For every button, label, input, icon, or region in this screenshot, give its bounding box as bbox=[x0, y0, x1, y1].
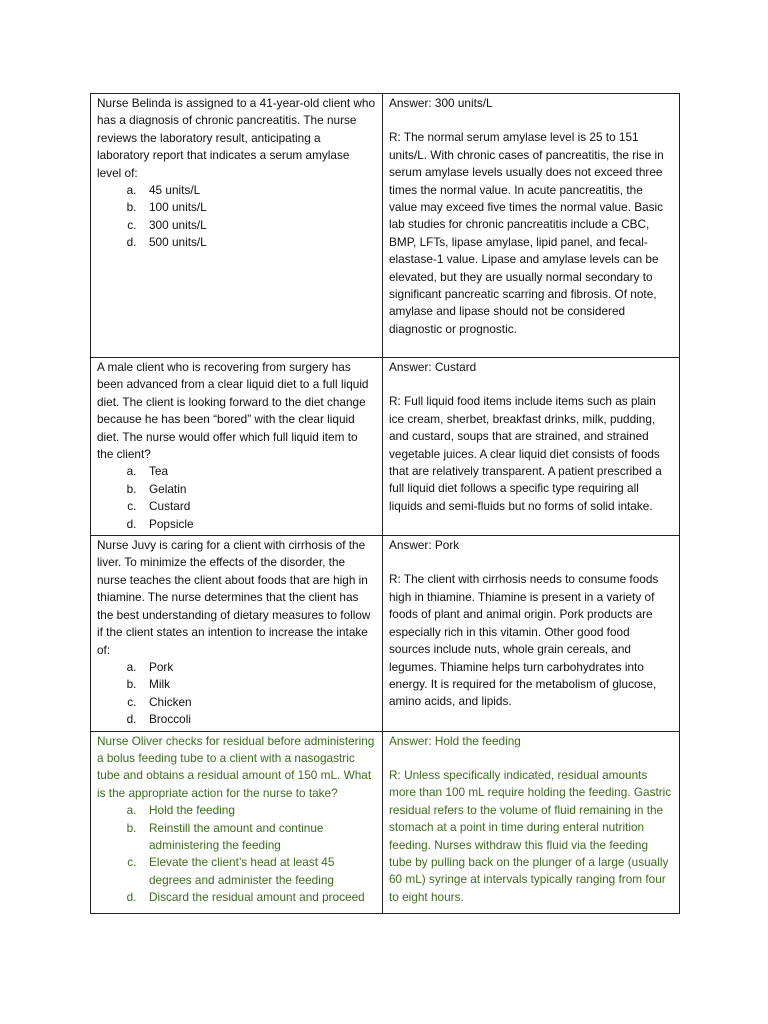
option-c: c. Custard bbox=[143, 498, 376, 515]
answer-cell bbox=[383, 358, 680, 536]
rationale-text: R: The client with cirrhosis needs to consume foods high in thiamine. Thiamine is present in a variety of foods of plant and animal origin. Pork products are especially rich in this vitamin. Other good food sources include nuts, whole grain cereals, and legumes. Thiamine helps turn carbohydrates into energy. It is required for the metabolism of glucose, amino acids, and lipids. bbox=[389, 572, 659, 709]
answer-text: Answer: Hold the feeding bbox=[389, 733, 521, 748]
option-d: d. 500 units/L bbox=[143, 234, 376, 251]
option-c: c. Elevate the client’s head at least 45 degrees and administer the feeding bbox=[143, 854, 376, 889]
options-list bbox=[97, 659, 376, 729]
rationale-text: R: Full liquid food items include items such as plain ice cream, sherbet, breakfast drinks, milk, pudding, and custard, soups that are strained, and strained vegetable juices. A clear liquid diet consists of foods that are relatively transparent. A patient prescribed a full liquid diet follows a specific type requiring all liquids and semi-fluids but no forms of solid intake. bbox=[389, 394, 662, 513]
option-a: a. Hold the feeding bbox=[143, 802, 376, 819]
question-text: A male client who is recovering from surgery has been advanced from a clear liquid diet to a full liquid diet. The client is looking forward to the diet change because he has been “bored” with the clear liquid diet. The nurse would offer which full liquid item to the client? bbox=[97, 360, 369, 462]
option-a: a. 45 units/L bbox=[143, 182, 376, 199]
rationale-text: R: The normal serum amylase level is 25 to 151 units/L. With chronic cases of pancreatitis, the rise in serum amylase levels usually does not exceed three times the normal value. In acute pancreatitis, the value may exceed five times the normal value. Basic lab studies for chronic pancreatitis include a CBC, BMP, LFTs, lipase amylase, lipid panel, and fecal-elastase-1 value. Lipase and amylase levels can be elevated, but they are usually normal secondary to significant pancreatic scarring and fibrosis. Of note, amylase and lipase should not be considered diagnostic or prognostic. bbox=[389, 130, 664, 336]
options-list bbox=[97, 463, 376, 533]
table-row bbox=[91, 358, 680, 536]
table-row bbox=[91, 536, 680, 731]
option-a: a. Tea bbox=[143, 463, 376, 480]
option-a: a. Pork bbox=[143, 659, 376, 676]
answer-cell bbox=[383, 94, 680, 358]
option-d: d. Discard the residual amount and proceed bbox=[143, 889, 376, 906]
rationale-text: R: Unless specifically indicated, residual amounts more than 100 mL require holding the feeding. Gastric residual refers to the volume of fluid remaining in the stomach at a point in time during enteral nutrition feeding. Nurses withdraw this fluid via the feeding tube by pulling back on the plunger of a large (usually 60 mL) syringe at intervals typically ranging from four to eight hours. bbox=[389, 767, 672, 904]
question-cell bbox=[91, 358, 383, 536]
table-row bbox=[91, 731, 680, 913]
option-b: b. 100 units/L bbox=[143, 199, 376, 216]
question-cell bbox=[91, 731, 383, 913]
qa-table bbox=[90, 93, 680, 914]
answer-text: Answer: 300 units/L bbox=[389, 96, 493, 110]
question-text: Nurse Juvy is caring for a client with cirrhosis of the liver. To minimize the effects of the disorder, the nurse teaches the client about foods that are high in thiamine. The nurse determines that the client has the best understanding of dietary measures to follow if the client states an intention to increase the intake of: bbox=[97, 538, 371, 657]
options-list bbox=[97, 182, 376, 252]
answer-text: Answer: Pork bbox=[389, 538, 460, 553]
option-c: c. 300 units/L bbox=[143, 217, 376, 234]
answer-cell bbox=[383, 536, 680, 731]
options-list bbox=[97, 802, 376, 906]
option-b: b. Milk bbox=[143, 676, 376, 693]
question-cell bbox=[91, 536, 383, 731]
option-d: d. Popsicle bbox=[143, 516, 376, 533]
table-row bbox=[91, 94, 680, 358]
question-cell bbox=[91, 94, 383, 358]
option-b: b. Gelatin bbox=[143, 481, 376, 498]
question-text: Nurse Oliver checks for residual before administering a bolus feeding tube to a client with a nasogastric tube and obtains a residual amount of 150 mL. What is the appropriate action for the nurse to take? bbox=[97, 733, 375, 800]
option-b: b. Reinstill the amount and continue administering the feeding bbox=[143, 820, 376, 855]
answer-cell bbox=[383, 731, 680, 913]
answer-text: Answer: Custard bbox=[389, 360, 477, 374]
option-d: d. Broccoli bbox=[143, 711, 376, 728]
question-text: Nurse Belinda is assigned to a 41-year-old client who has a diagnosis of chronic pancreatitis. The nurse reviews the laboratory result, anticipating a laboratory report that indicates a serum amylase level of: bbox=[97, 96, 376, 180]
option-c: c. Chicken bbox=[143, 694, 376, 711]
